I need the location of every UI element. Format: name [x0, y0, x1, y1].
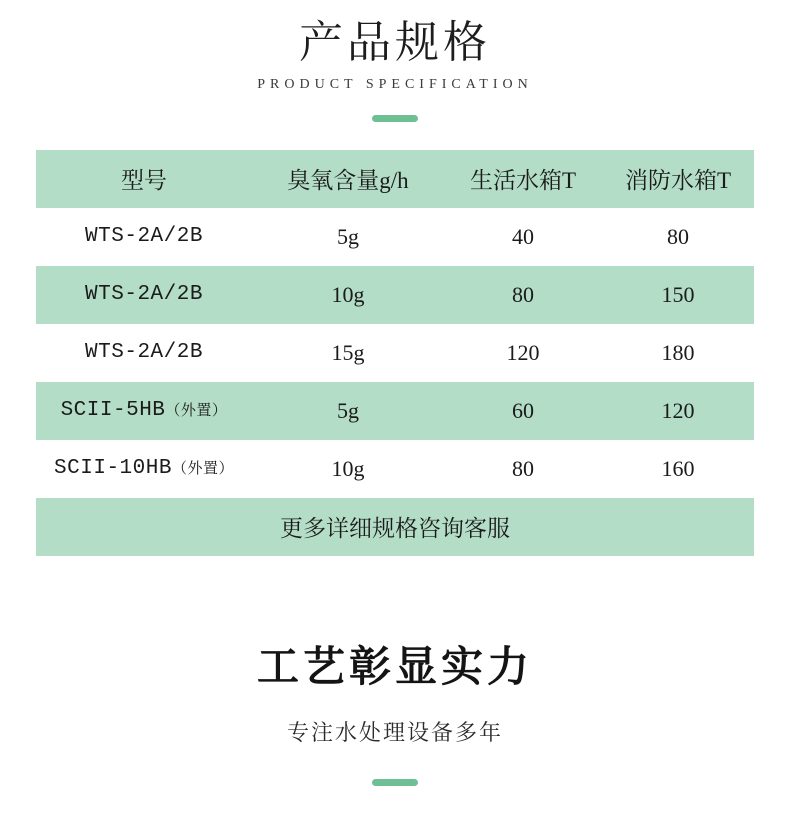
cell-ozone: 5g: [337, 223, 359, 249]
divider-dash-bottom: [372, 779, 418, 786]
table-row: [36, 382, 754, 440]
spec-header: [0, 0, 790, 122]
table-row: [36, 440, 754, 498]
cell-model: SCII-10HB（外置）: [54, 457, 234, 481]
table-footer-row: [36, 498, 754, 556]
bottom-title: 工艺彰显实力: [256, 644, 533, 691]
column-header-domestic-tank: 生活水箱T: [444, 150, 602, 208]
cell-domestic-tank: 40: [512, 223, 534, 249]
column-header-ozone: 臭氧含量g/h: [252, 150, 444, 208]
table-row: [36, 208, 754, 266]
table-header-row: [36, 150, 754, 208]
bottom-section: [0, 634, 790, 786]
table-foot: [36, 498, 754, 556]
divider-dash-top: [372, 115, 418, 122]
cell-model: SCII-5HB（外置）: [60, 399, 228, 423]
cell-domestic-tank: 60: [512, 397, 534, 423]
spec-table-wrap: [36, 150, 754, 556]
column-header-fire-tank: 消防水箱T: [602, 150, 754, 208]
column-header-model: 型号: [36, 150, 252, 208]
bottom-subtitle: 专注水处理设备多年: [286, 719, 503, 745]
cell-domestic-tank: 80: [512, 455, 534, 481]
cell-fire-tank: 80: [667, 223, 689, 249]
page-subtitle: PRODUCT SPECIFICATION: [257, 76, 533, 92]
footer-note: 更多详细规格咨询客服: [36, 498, 754, 556]
table-body: [36, 208, 754, 498]
cell-domestic-tank: 80: [512, 281, 534, 307]
cell-ozone: 10g: [331, 455, 365, 481]
cell-model: WTS-2A/2B: [85, 283, 203, 307]
cell-fire-tank: 180: [661, 339, 695, 365]
cell-ozone: 10g: [331, 281, 365, 307]
cell-model: WTS-2A/2B: [85, 341, 203, 365]
cell-model: WTS-2A/2B: [85, 225, 203, 249]
cell-fire-tank: 120: [661, 397, 695, 423]
table-row: [36, 324, 754, 382]
cell-domestic-tank: 120: [506, 339, 540, 365]
cell-fire-tank: 150: [661, 281, 695, 307]
table-head: [36, 150, 754, 208]
page-title: 产品规格: [299, 18, 491, 67]
spec-table: [36, 150, 754, 556]
cell-ozone: 5g: [337, 397, 359, 423]
table-row: [36, 266, 754, 324]
cell-fire-tank: 160: [661, 455, 695, 481]
cell-ozone: 15g: [331, 339, 365, 365]
